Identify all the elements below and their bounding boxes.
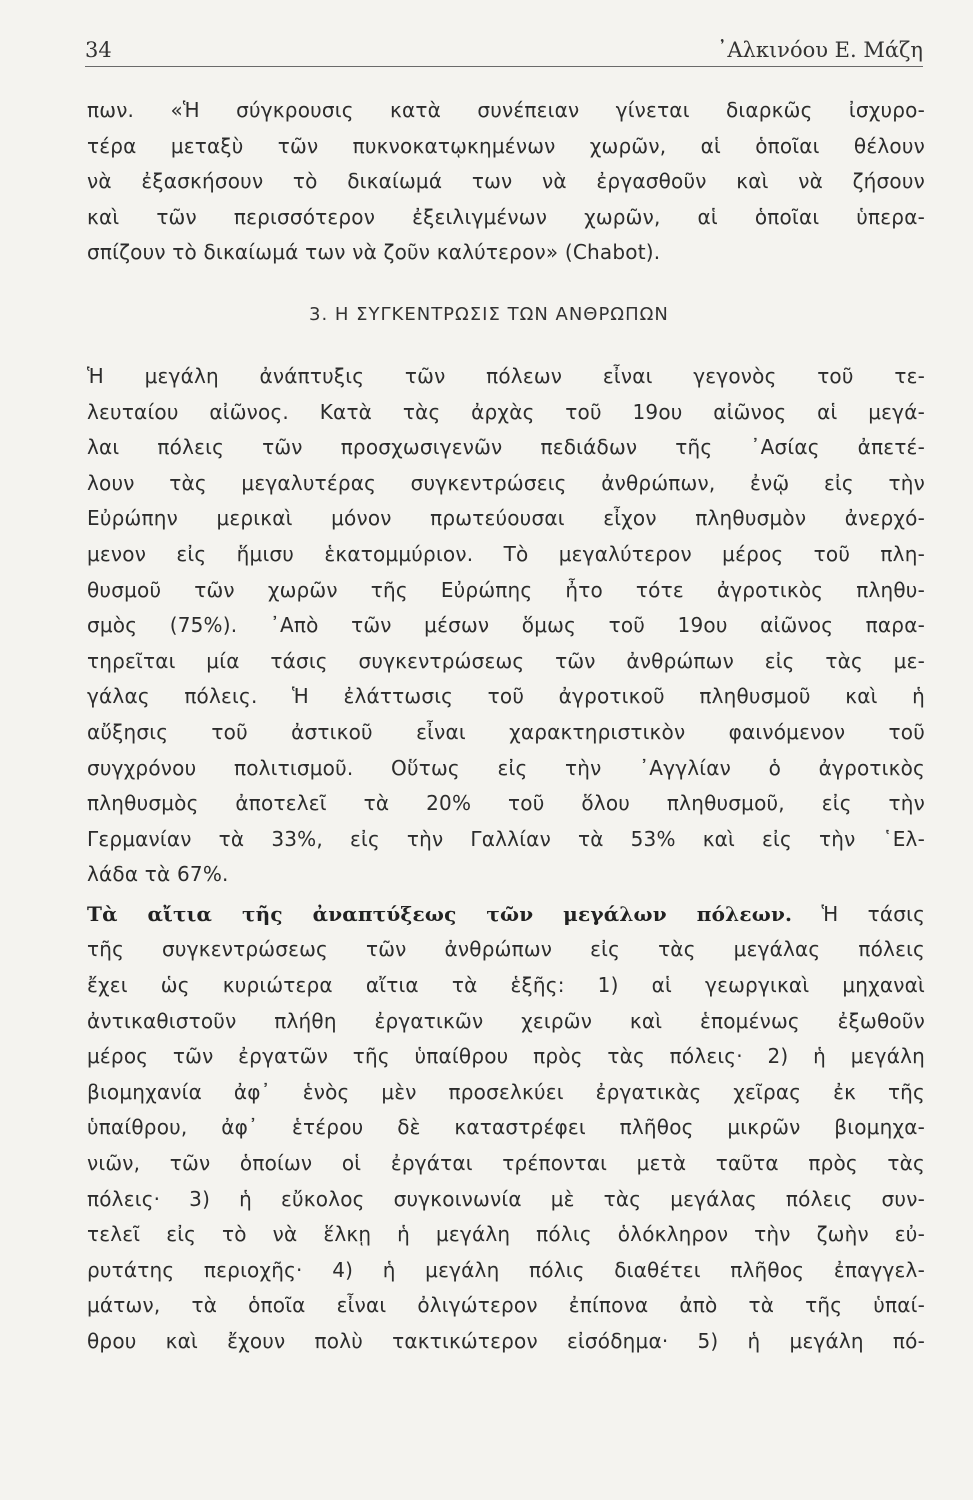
paragraph-1 bbox=[87, 93, 925, 271]
body-text bbox=[87, 93, 925, 1360]
text-line: λαι πόλεις τῶν προσχωσιγενῶν πεδιάδων τῆς ᾿Ασίας ἀπετέ- bbox=[87, 435, 925, 460]
subhead-continuation: Ἡ τάσις bbox=[821, 901, 926, 926]
text-line: τελεῖ εἰς τὸ νὰ ἕλκῃ ἡ μεγάλη πόλις ὁλόκληρον τὴν ζωὴν εὐ- bbox=[87, 1222, 925, 1247]
text-line: Εὐρώπην μερικαὶ μόνον πρωτεύουσαι εἶχον πληθυσμὸν ἀνερχό- bbox=[87, 506, 925, 531]
text-line: Ἡ μεγάλη ἀνάπτυξις τῶν πόλεων εἶναι γεγονὸς τοῦ τε- bbox=[87, 363, 925, 388]
text-line-with-subhead bbox=[87, 897, 925, 933]
header-rule bbox=[85, 66, 923, 67]
text-line: μέρος τῶν ἐργατῶν τῆς ὑπαίθρου πρὸς τὰς πόλεις· 2) ἡ μεγάλη bbox=[87, 1044, 925, 1069]
section-heading: 3. Η ΣΥΓΚΕΝΤΡΩΣΙΣ ΤΩΝ ΑΝΘΡΩΠΩΝ bbox=[309, 303, 669, 325]
text-line: μενον εἰς ἥμισυ ἑκατομμύριον. Τὸ μεγαλύτερον μέρος τοῦ πλη- bbox=[87, 541, 925, 566]
text-line: ὑπαίθρου, ἀφ᾿ ἑτέρου δὲ καταστρέφει πλῆθος μικρῶν βιομηχα- bbox=[87, 1115, 925, 1140]
text-line: πόλεις· 3) ἡ εὔκολος συγκοινωνία μὲ τὰς μεγάλας πόλεις συν- bbox=[87, 1186, 925, 1211]
paragraph-subhead: Τὰ αἴτια τῆς ἀναπτύξεως τῶν μεγάλων πόλεων. bbox=[87, 901, 793, 926]
text-line: τῆς συγκεντρώσεως τῶν ἀνθρώπων εἰς τὰς μεγάλας πόλεις bbox=[87, 937, 925, 962]
text-line: τηρεῖται μία τάσις συγκεντρώσεως τῶν ἀνθρώπων εἰς τὰς με- bbox=[87, 648, 925, 673]
text-line: Γερμανίαν τὰ 33%, εἰς τὴν Γαλλίαν τὰ 53% καὶ εἰς τὴν ῾Ελ- bbox=[87, 826, 925, 851]
text-line: νιῶν, τῶν ὁποίων οἱ ἐργάται τρέπονται μετὰ ταῦτα πρὸς τὰς bbox=[87, 1151, 925, 1176]
text-line: ἔχει ὡς κυριώτερα αἴτια τὰ ἑξῆς: 1) αἱ γεωργικαὶ μηχαναὶ bbox=[87, 973, 925, 998]
text-line: καὶ τῶν περισσότερον ἐξειλιγμένων χωρῶν, αἱ ὁποῖαι ὑπερα- bbox=[87, 204, 925, 229]
text-line: ρυτάτης περιοχῆς· 4) ἡ μεγάλη πόλις διαθέτει πλῆθος ἐπαγγελ- bbox=[87, 1257, 925, 1282]
text-line: θυσμοῦ τῶν χωρῶν τῆς Εὐρώπης ἦτο τότε ἀγροτικὸς πληθυ- bbox=[87, 577, 925, 602]
text-line: ἀντικαθιστοῦν πλήθη ἐργατικῶν χειρῶν καὶ ἑπομένως ἐξωθοῦν bbox=[87, 1008, 925, 1033]
text-line: σμὸς (75%). ᾿Απὸ τῶν μέσων ὅμως τοῦ 19ου αἰῶνος παρα- bbox=[87, 613, 925, 638]
text-line: λευταίου αἰῶνος. Κατὰ τὰς ἀρχὰς τοῦ 19ου αἰῶνος αἱ μεγά- bbox=[87, 399, 925, 424]
paragraph-2 bbox=[87, 359, 925, 893]
text-line: νὰ ἐξασκήσουν τὸ δικαίωμά των νὰ ἐργασθοῦν καὶ νὰ ζήσουν bbox=[87, 169, 925, 194]
text-line: τέρα μεταξὺ τῶν πυκνοκατῳκημένων χωρῶν, αἱ ὁποῖαι θέλουν bbox=[87, 133, 925, 158]
text-line: μάτων, τὰ ὁποῖα εἶναι ὀλιγώτερον ἐπίπονα ἀπὸ τὰ τῆς ὑπαί- bbox=[87, 1293, 925, 1318]
text-line: λουν τὰς μεγαλυτέρας συγκεντρώσεις ἀνθρώπων, ἐνῷ εἰς τὴν bbox=[87, 470, 925, 495]
text-line: βιομηχανία ἀφ᾿ ἑνὸς μὲν προσελκύει ἐργατικὰς χεῖρας ἐκ τῆς bbox=[87, 1079, 925, 1104]
text-line: σπίζουν τὸ δικαίωμά των νὰ ζοῦν καλύτερον» (Chabot). bbox=[87, 240, 661, 265]
text-line: θρου καὶ ἔχουν πολὺ τακτικώτερον εἰσόδημα· 5) ἡ μεγάλη πό- bbox=[87, 1329, 925, 1353]
paragraph-3 bbox=[87, 897, 925, 1360]
text-line: αὔξησις τοῦ ἀστικοῦ εἶναι χαρακτηριστικὸν φαινόμενον τοῦ bbox=[87, 719, 925, 744]
text-line: συγχρόνου πολιτισμοῦ. Οὕτως εἰς τὴν ᾿Αγγλίαν ὁ ἀγροτικὸς bbox=[87, 755, 925, 780]
text-line: γάλας πόλεις. Ἡ ἐλάττωσις τοῦ ἀγροτικοῦ πληθυσμοῦ καὶ ἡ bbox=[87, 684, 925, 709]
text-line: λάδα τὰ 67%. bbox=[87, 862, 229, 887]
text-line: πληθυσμὸς ἀποτελεῖ τὰ 20% τοῦ ὅλου πληθυσμοῦ, εἰς τὴν bbox=[87, 791, 925, 816]
page-number: 34 bbox=[85, 38, 112, 62]
running-head: ᾿Αλκινόου Ε. Μάζη bbox=[716, 38, 923, 62]
text-line: πων. «Ἡ σύγκρουσις κατὰ συνέπειαν γίνεται διαρκῶς ἰσχυρο- bbox=[87, 98, 925, 122]
